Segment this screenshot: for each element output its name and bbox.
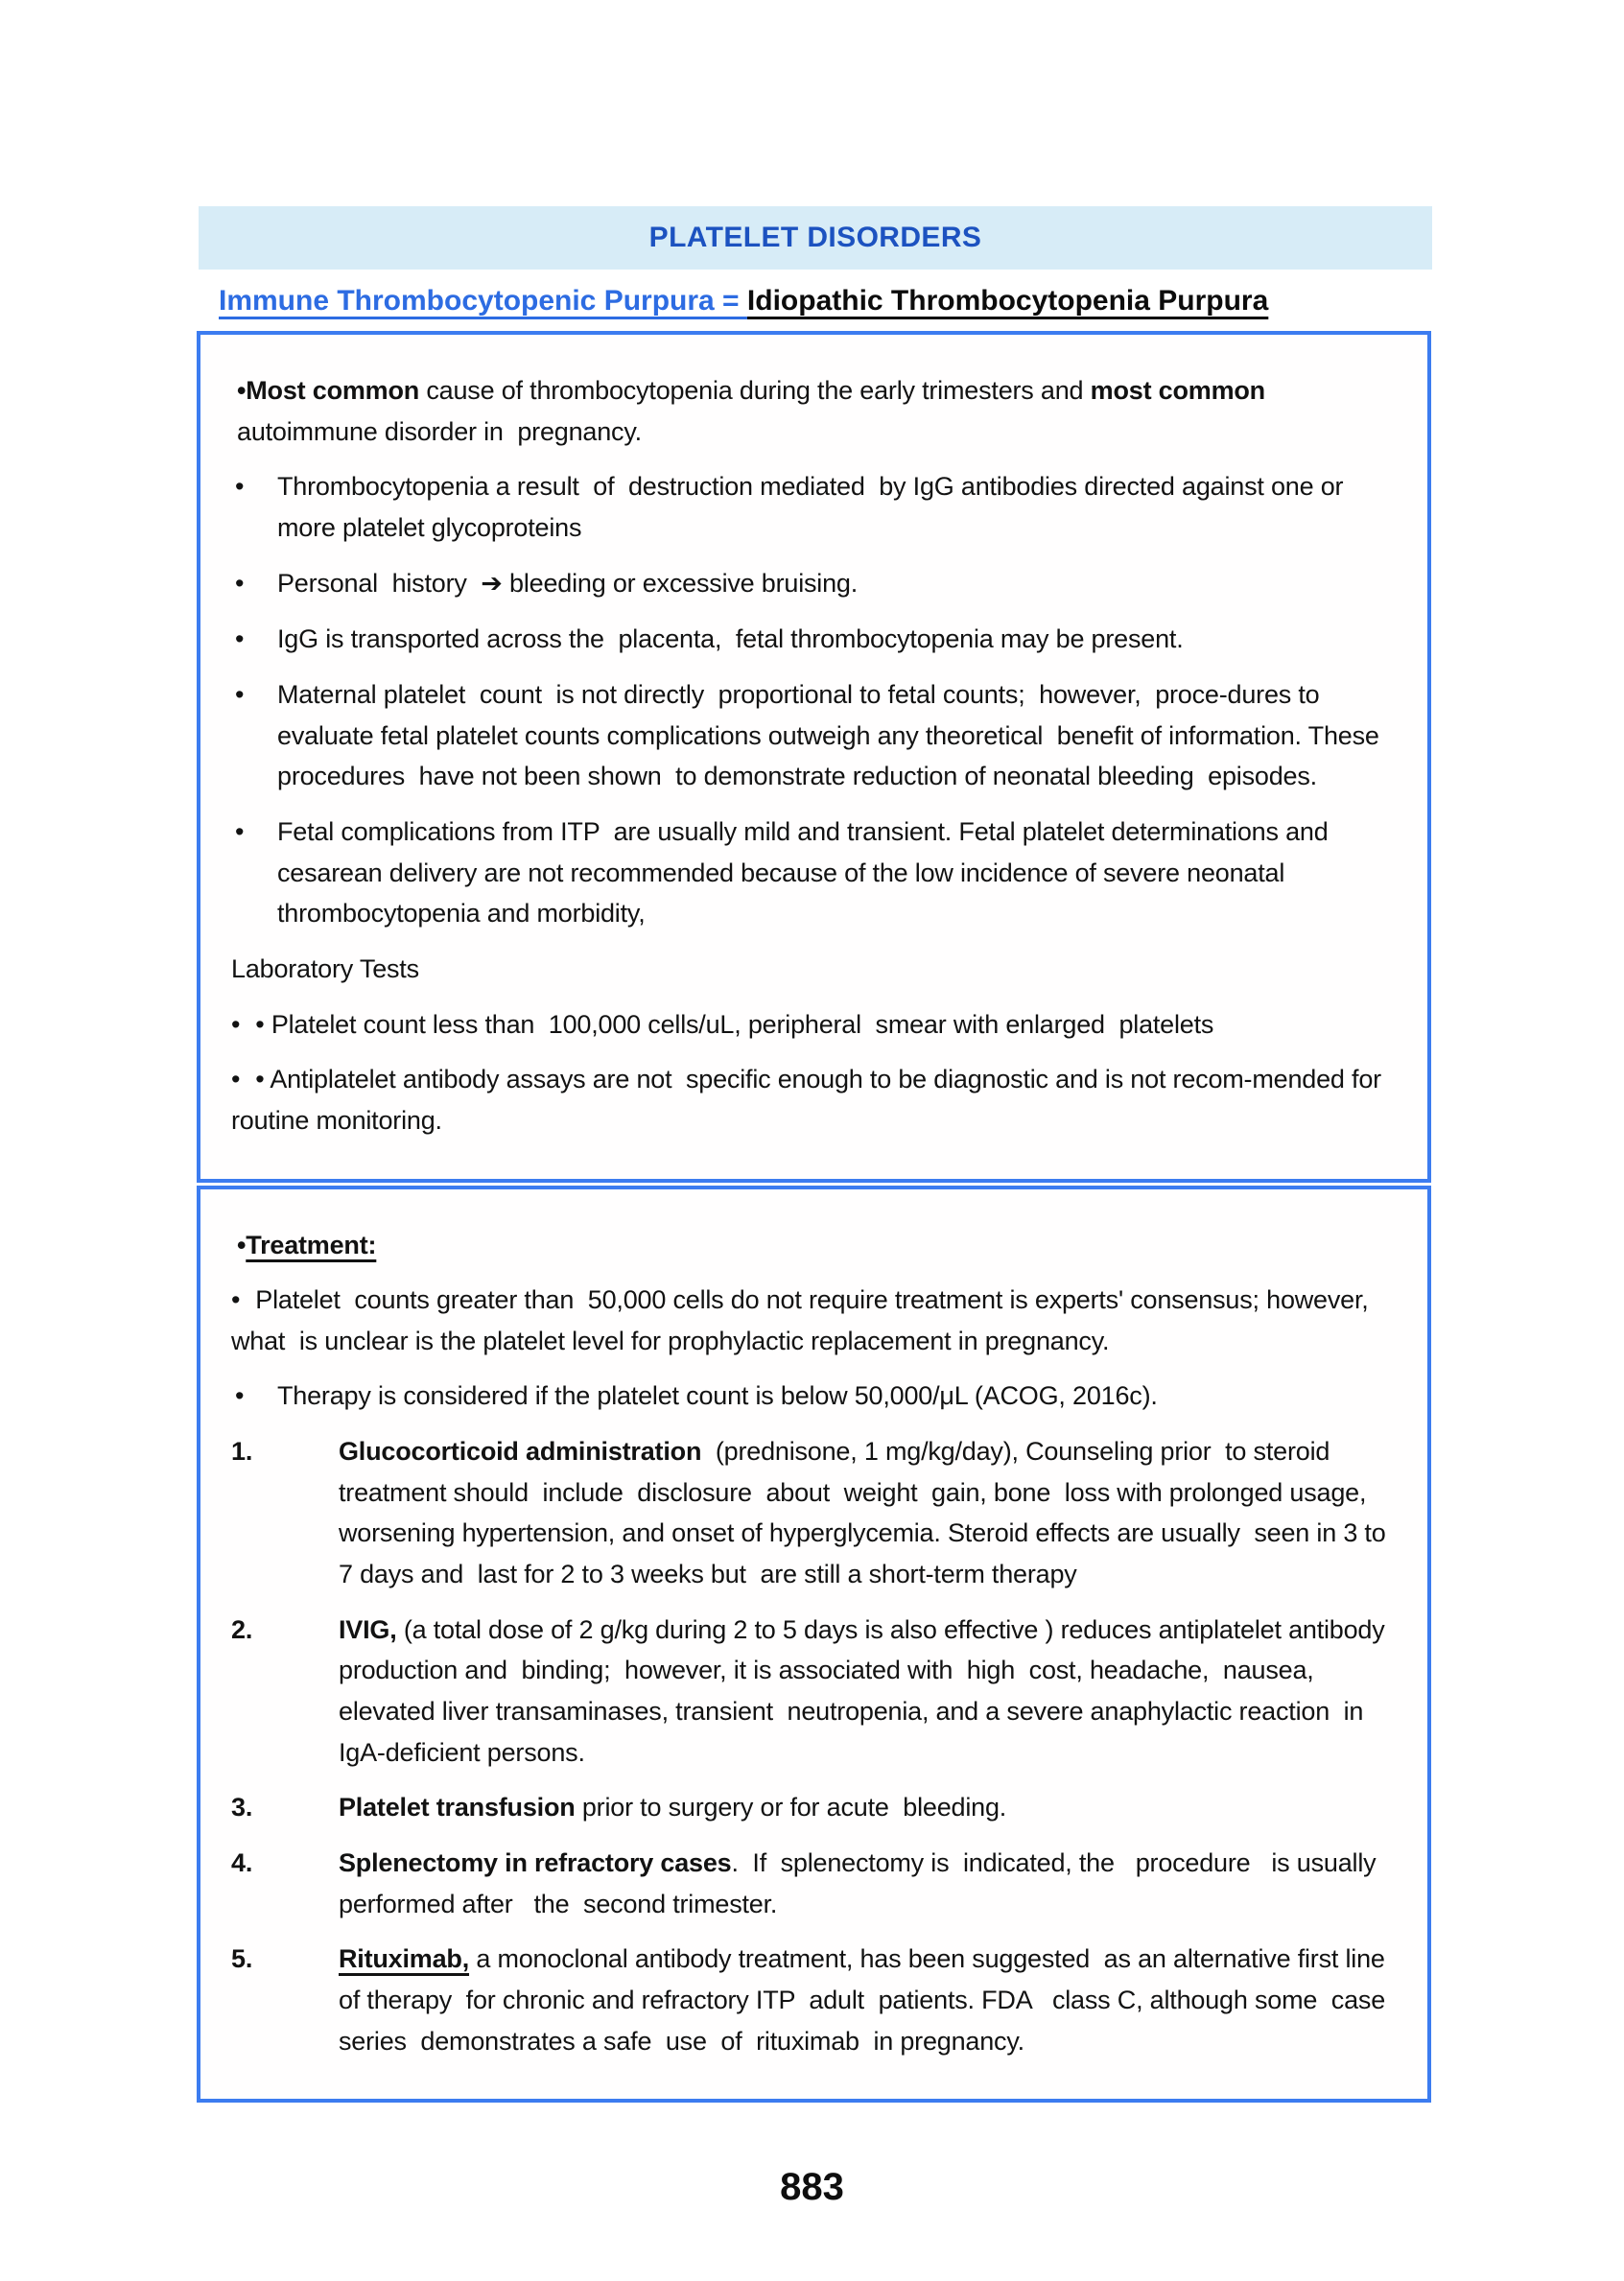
- item-rituximab: [231, 1939, 1402, 2061]
- igg-placenta-bullet: [235, 619, 1402, 660]
- item-glucocorticoid: [231, 1431, 1402, 1595]
- fetal-complications-bullet: [235, 811, 1402, 934]
- most-common-note: [237, 370, 1402, 452]
- personal-history-bullet: [235, 563, 1402, 605]
- subtitle-black-text: Idiopathic Thrombocytopenia Purpura: [746, 285, 1269, 317]
- block-text: Fetal complications from ITP are usually mild and transient. Fetal platelet determinations and cesarean delivery are not recommended because of the low incidence of severe neonatal thrombocytopenia and morbidity,: [277, 816, 1335, 929]
- section-title: PLATELET DISORDERS: [648, 222, 982, 253]
- bullet-icon: •: [235, 1381, 245, 1411]
- bullet-icon: •: [235, 816, 245, 846]
- page-subtitle: [219, 285, 1624, 317]
- bullet-icon: •: [235, 568, 245, 598]
- bullet-icon: •: [231, 1285, 241, 1315]
- block-text: Platelet transfusion prior to surgery or for acute bleeding.: [339, 1793, 1007, 1822]
- block-text: •Treatment:: [237, 1230, 377, 1259]
- itp-overview-box: [197, 331, 1431, 1183]
- bullet-icon: •: [235, 624, 245, 654]
- list-number: 5.: [231, 1944, 253, 1974]
- bullet-icon: •: [231, 1009, 241, 1039]
- page-number: 883: [780, 2166, 844, 2208]
- list-number: 4.: [231, 1848, 253, 1878]
- bullet-icon: •: [235, 472, 245, 502]
- laboratory-tests-heading: [231, 949, 1402, 990]
- block-text: Thrombocytopenia a result of destruction mediated by IgG antibodies directed against one or more platelet glycoproteins: [277, 472, 1351, 542]
- block-text: Therapy is considered if the platelet count is below 50,000/μL (ACOG, 2016c).: [277, 1381, 1158, 1411]
- block-text: Splenectomy in refractory cases. If splenectomy is indicated, the procedure is usually performed after the second trimester.: [339, 1848, 1398, 1918]
- block-text: Platelet counts greater than 50,000 cells do not require treatment is experts' consensus; however, what is unclear is the platelet level for prophylactic replacement in pregnancy.: [231, 1285, 1376, 1355]
- block-text: IVIG, (a total dose of 2 g/kg during 2 to 5 days is also effective ) reduces antiplatelet antibody production and binding; however, it is associated with high cost, headache, nausea, elevated liver transaminases, transient neutropenia, and a severe anaphylactic reaction in IgA-deficient persons.: [339, 1614, 1392, 1767]
- list-number: 1.: [231, 1437, 253, 1467]
- block-text: IgG is transported across the placenta, fetal thrombocytopenia may be present.: [277, 624, 1184, 654]
- item-splenectomy: [231, 1843, 1402, 1924]
- block-text: Maternal platelet count is not directly proportional to fetal counts; however, proce-dures to evaluate fetal platelet counts complications outweigh any theoretical benefit of information. These procedures have not been shown to demonstrate reduction of neonatal bleeding episodes.: [277, 679, 1387, 791]
- therapy-threshold-bullet: [235, 1376, 1402, 1417]
- block-text: •Most common cause of thrombocytopenia during the early trimesters and most common autoimmune disorder in pregnancy.: [237, 376, 1273, 446]
- block-text: • Platelet count less than 100,000 cells/uL, peripheral smear with enlarged platelets: [255, 1009, 1214, 1039]
- treatment-heading: [237, 1225, 1402, 1266]
- block-text: Rituximab, a monoclonal antibody treatment, has been suggested as an alternative first line of therapy for chronic and refractory ITP adult patients. FDA class C, although some case series demonstrates a safe use of rituximab in pregnancy.: [339, 1944, 1400, 2056]
- platelet-count-bullet: [231, 1004, 1402, 1046]
- list-number: 2.: [231, 1614, 253, 1644]
- maternal-count-bullet: [235, 674, 1402, 797]
- block-text: Glucocorticoid administration (prednisone, 1 mg/kg/day), Counseling prior to steroid treatment should include disclosure about weight gain, bone loss with prolonged usage, worsening hypertension, and onset of hyperglycemia. Steroid effects are usually seen in 3 to 7 days and last for 2 to 3 weeks but are still a short-term therapy: [339, 1437, 1393, 1589]
- item-platelet-transfusion: [231, 1787, 1402, 1828]
- pathophysiology-bullet: [235, 466, 1402, 548]
- section-header-band: [199, 206, 1432, 270]
- block-text: • Antiplatelet antibody assays are not specific enough to be diagnostic and is not recom-mended for routine monitoring.: [231, 1065, 1389, 1135]
- block-text: Laboratory Tests: [231, 953, 419, 983]
- block-text: Personal history ➔ bleeding or excessive bruising.: [277, 568, 859, 599]
- list-number: 3.: [231, 1793, 253, 1822]
- bullet-icon: •: [235, 679, 245, 709]
- antibody-assay-bullet: [231, 1059, 1402, 1140]
- consensus-bullet: [231, 1280, 1402, 1361]
- bullet-icon: •: [231, 1065, 241, 1094]
- treatment-box: [197, 1186, 1431, 2104]
- subtitle-blue-text: Immune Thrombocytopenic Purpura =: [219, 285, 747, 317]
- right-arrow-icon: ➔: [481, 568, 503, 599]
- item-ivig: [231, 1610, 1402, 1774]
